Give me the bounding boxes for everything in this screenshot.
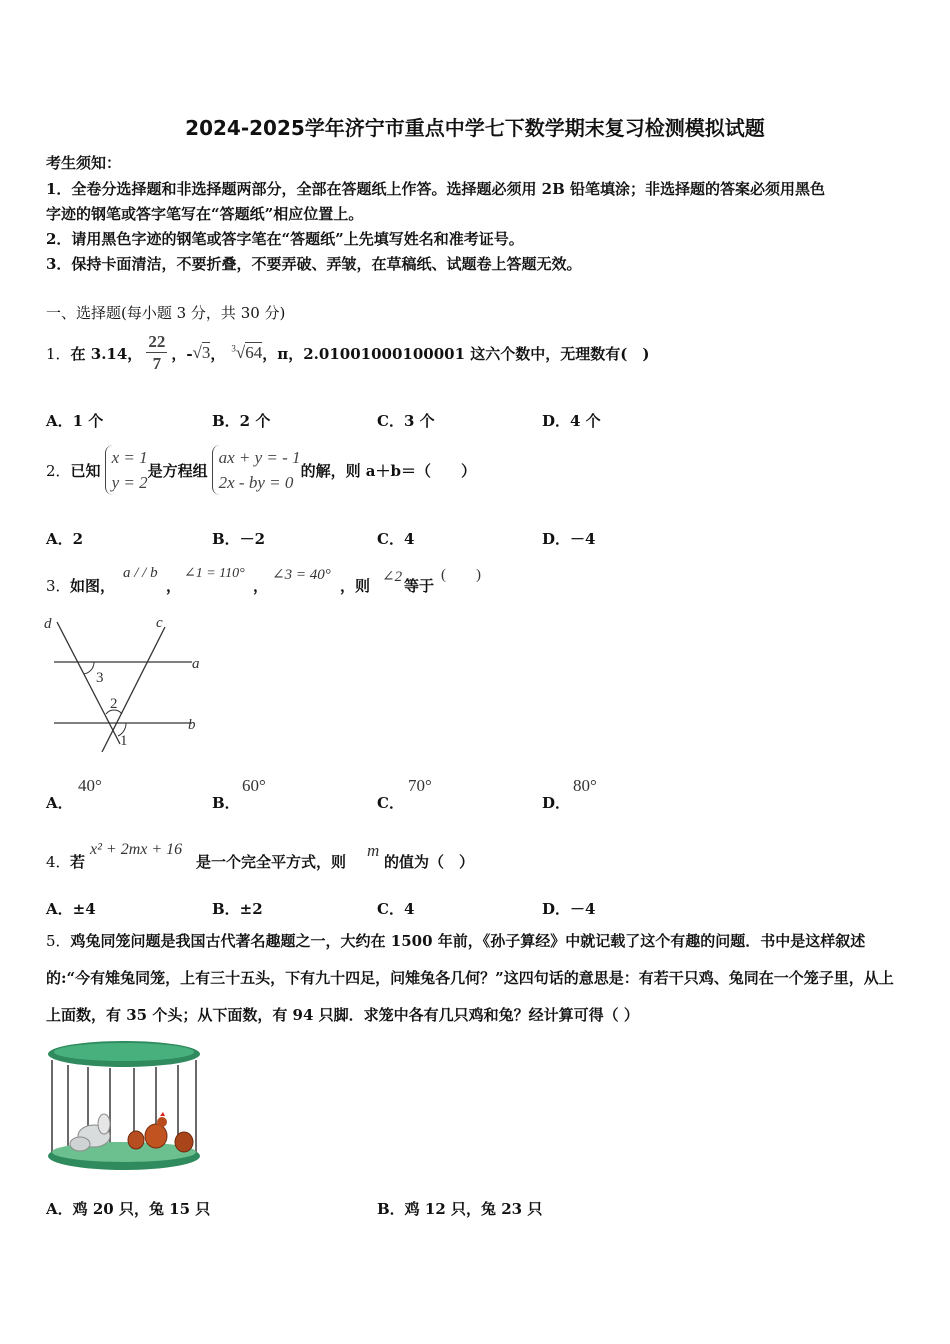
q1-number: 1． <box>46 344 71 363</box>
q3-ask-angle: ∠2 <box>382 569 403 585</box>
q4-expression: x² + 2mx + 16 <box>90 841 183 858</box>
label-2: 2 <box>110 696 118 712</box>
label-c: c <box>156 615 163 631</box>
q1-comma: ， <box>210 344 226 363</box>
q3-mid: ，则 <box>340 577 371 595</box>
q1-sqrt-sign: √3 <box>192 343 211 362</box>
line-c <box>102 627 165 752</box>
q1-cbrt-index: 3 <box>231 343 236 354</box>
q2-tail: 的解，则 a＋b＝（ ） <box>300 461 476 480</box>
q3-option-b-letter: B． <box>212 794 240 812</box>
q2-system-1 <box>105 445 148 495</box>
label-a: a <box>192 656 200 672</box>
q4-variable: m <box>367 841 380 860</box>
q1-option-d: D．4 个 <box>542 412 601 430</box>
carousel-roof-top <box>54 1043 194 1061</box>
angle-3-arc <box>84 662 94 674</box>
section-heading: 一、选择题(每小题 3 分，共 30 分) <box>46 304 286 322</box>
q5-option-a: A．鸡 20 只，兔 15 只 <box>46 1200 211 1218</box>
q1-tail: ，π，2.01001000100001 这六个数中，无理数有( ) <box>262 344 650 363</box>
chicken-icon <box>128 1112 193 1152</box>
q3-option-c-value: 70° <box>408 776 432 795</box>
q1-fraction-numerator: 22 <box>148 331 166 351</box>
q5-number: 5． <box>46 932 71 950</box>
q1-option-a: A．1 个 <box>46 412 104 430</box>
q1-cbrt-value: 64 <box>245 343 263 362</box>
q5-option-b: B．鸡 12 只，兔 23 只 <box>377 1200 543 1218</box>
q2-mid: 是方程组 <box>147 461 208 480</box>
question-2 <box>46 442 476 498</box>
label-d: d <box>44 616 52 632</box>
notice-item-1-line-1: 1．全卷分选择题和非选择题两部分，全部在答题纸上作答。选择题必须用 2B 铅笔填涂；非选择题的答案必须用黑色 <box>46 180 826 198</box>
q2-system-2-line-2: 2x - by = 0 <box>218 473 294 492</box>
q1-fraction <box>146 332 167 375</box>
question-5 <box>46 923 908 1034</box>
q3-condition-angle-3: ∠3 = 40° <box>272 567 331 583</box>
q4-mid: 是一个完全平方式，则 <box>196 853 347 871</box>
q3-sep-2: ， <box>253 577 269 595</box>
q2-option-a: A．2 <box>46 530 84 548</box>
q3-condition-parallel: a / / b <box>123 565 158 581</box>
q4-prefix: 若 <box>70 853 86 871</box>
q1-neg: ，- <box>171 344 193 363</box>
q3-option-d-value: 80° <box>573 776 597 795</box>
q4-tail: 的值为（ ） <box>384 853 475 871</box>
q5-carousel-figure <box>44 1038 204 1174</box>
question-1 <box>46 328 649 378</box>
q1-sqrt-value: 3 <box>201 343 211 362</box>
label-1: 1 <box>120 733 128 749</box>
q2-system-1-line-2: y = 2 <box>111 473 148 492</box>
q2-option-c: C．4 <box>377 530 415 548</box>
q3-figure <box>40 612 210 752</box>
q2-system-2-line-1: ax + y = - 1 <box>218 448 301 467</box>
q3-option-a-value: 40° <box>78 776 102 795</box>
q3-sep-1: ， <box>166 577 182 595</box>
q4-option-c: C．4 <box>377 900 415 918</box>
q2-system-2 <box>212 445 301 495</box>
q2-option-d: D．－4 <box>542 530 596 548</box>
notice-item-3: 3．保持卡面清洁，不要折叠，不要弄破、弄皱，在草稿纸、试题卷上答题无效。 <box>46 255 582 273</box>
q3-tail: 等于 <box>404 577 435 595</box>
q3-option-b-value: 60° <box>242 776 266 795</box>
q2-system-1-line-1: x = 1 <box>111 448 148 467</box>
q1-prefix: 在 3.14， <box>70 344 143 363</box>
q3-number: 3． <box>46 577 71 595</box>
q3-prefix: 如图， <box>70 577 116 595</box>
q2-option-b: B．－2 <box>212 530 266 548</box>
q1-option-b: B．2 个 <box>212 412 271 430</box>
q4-option-b: B．±2 <box>212 900 263 918</box>
q4-option-a: A．±4 <box>46 900 96 918</box>
q2-known: 已知 <box>70 461 101 480</box>
q4-option-d: D．－4 <box>542 900 596 918</box>
q2-number: 2． <box>46 461 71 480</box>
page-title: 2024-2025学年济宁市重点中学七下数学期末复习检测模拟试题 <box>185 116 765 140</box>
q3-option-c-letter: C． <box>377 794 404 812</box>
q1-fraction-denominator: 7 <box>152 353 162 373</box>
q3-condition-angle-1: ∠1 = 110° <box>184 566 245 581</box>
label-b: b <box>188 717 196 733</box>
q1-option-c: C．3 个 <box>377 412 435 430</box>
label-3: 3 <box>96 670 104 686</box>
q3-option-d-letter: D． <box>542 794 571 812</box>
notice-item-1-line-2: 字迹的钢笔或答字笔写在“答题纸”相应位置上。 <box>46 205 364 223</box>
notice-item-2: 2．请用黑色字迹的钢笔或答字笔在“答题纸”上先填写姓名和准考证号。 <box>46 230 524 248</box>
q1-cbrt: $^3$√64 <box>231 343 263 362</box>
notice-heading: 考生须知： <box>46 154 122 172</box>
q4-number: 4． <box>46 853 71 871</box>
q3-paren: ( ) <box>441 567 481 583</box>
line-d <box>57 622 120 744</box>
q3-option-a-letter: A． <box>46 794 73 812</box>
q5-text: 鸡兔同笼问题是我国古代著名趣题之一，大约在 1500 年前，《孙子算经》中就记载了这个有趣的问题．书中是这样叙述的:“今有雉兔同笼，上有三十五头，下有九十四足，问雉兔各几何？”这四句话的意思是：有若干只鸡、兔同在一个笼子里，从上上面数，有 35 个头；从下面数，有 94 只脚．求笼中各有几只鸡和兔？经计算可得（ ） <box>46 932 894 1024</box>
